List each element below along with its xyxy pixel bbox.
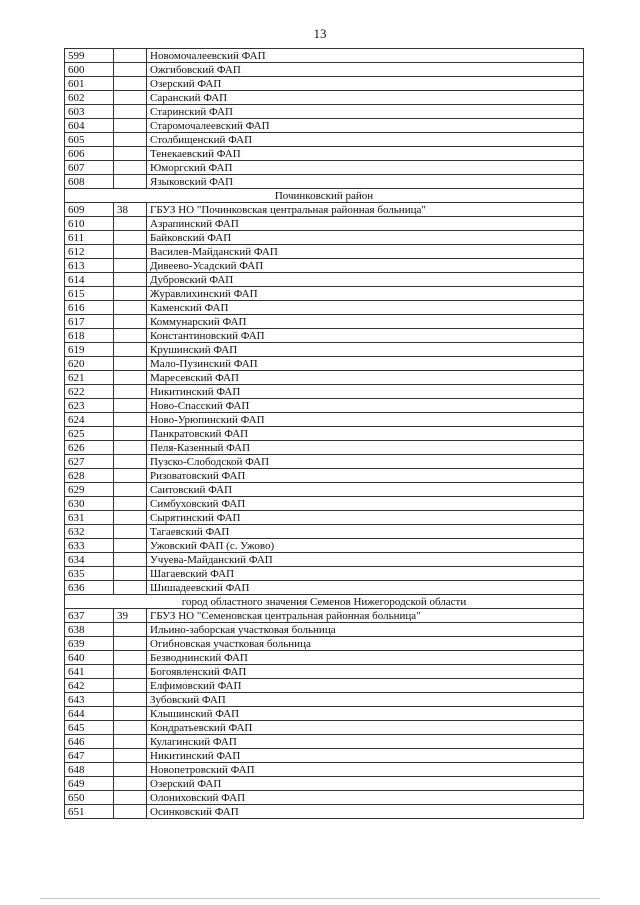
- facility-name-cell: Маресевский ФАП: [147, 371, 584, 385]
- facility-name-cell: Осинковский ФАП: [147, 805, 584, 819]
- row-number-cell: 623: [65, 399, 114, 413]
- facility-name-cell: Кpушинский ФАП: [147, 343, 584, 357]
- institution-code-cell: [114, 301, 147, 315]
- table-row: [65, 329, 584, 343]
- institution-code-cell: [114, 91, 147, 105]
- institution-code-cell: [114, 161, 147, 175]
- row-number-cell: 642: [65, 679, 114, 693]
- institution-code-cell: [114, 581, 147, 595]
- table-row: [65, 161, 584, 175]
- table-row: [65, 483, 584, 497]
- institution-code-cell: [114, 413, 147, 427]
- table-row: [65, 287, 584, 301]
- facility-name-cell: Олониховский ФАП: [147, 791, 584, 805]
- table-row: [65, 301, 584, 315]
- facility-table: [64, 48, 584, 819]
- facility-name-cell: Новопетровский ФАП: [147, 763, 584, 777]
- row-number-cell: 636: [65, 581, 114, 595]
- section-header-row: [65, 595, 584, 609]
- table-row: [65, 413, 584, 427]
- table-row: [65, 539, 584, 553]
- institution-code-cell: [114, 287, 147, 301]
- institution-code-cell: [114, 749, 147, 763]
- institution-code-cell: [114, 343, 147, 357]
- facility-name-cell: Журавлихинский ФАП: [147, 287, 584, 301]
- institution-code-cell: [114, 399, 147, 413]
- institution-code-cell: [114, 315, 147, 329]
- facility-name-cell: Мало-Пузинский ФАП: [147, 357, 584, 371]
- footer-divider: [40, 898, 600, 899]
- institution-code-cell: [114, 105, 147, 119]
- institution-code-cell: [114, 497, 147, 511]
- row-number-cell: 634: [65, 553, 114, 567]
- facility-name-cell: Саранский ФАП: [147, 91, 584, 105]
- facility-name-cell: Азрапинский ФАП: [147, 217, 584, 231]
- facility-name-cell: Дубровский ФАП: [147, 273, 584, 287]
- row-number-cell: 610: [65, 217, 114, 231]
- institution-code-cell: [114, 777, 147, 791]
- facility-name-cell: Дивеево-Усадский ФАП: [147, 259, 584, 273]
- institution-code-cell: [114, 693, 147, 707]
- table-row: [65, 175, 584, 189]
- row-number-cell: 613: [65, 259, 114, 273]
- row-number-cell: 625: [65, 427, 114, 441]
- facility-name-cell: Тагаевский ФАП: [147, 525, 584, 539]
- institution-code-cell: [114, 763, 147, 777]
- facility-name-cell: Новомочалеевский ФАП: [147, 49, 584, 63]
- facility-name-cell: Никитинский ФАП: [147, 749, 584, 763]
- row-number-cell: 635: [65, 567, 114, 581]
- row-number-cell: 607: [65, 161, 114, 175]
- row-number-cell: 622: [65, 385, 114, 399]
- table-row: [65, 385, 584, 399]
- section-title: Починковский район: [65, 189, 584, 203]
- row-number-cell: 602: [65, 91, 114, 105]
- table-row: [65, 273, 584, 287]
- table-row: [65, 133, 584, 147]
- table-row: [65, 763, 584, 777]
- facility-name-cell: Пузско-Слободской ФАП: [147, 455, 584, 469]
- row-number-cell: 614: [65, 273, 114, 287]
- row-number-cell: 631: [65, 511, 114, 525]
- table-row: [65, 343, 584, 357]
- facility-name-cell: ГБУЗ НО "Починковская центральная районная больница": [147, 203, 584, 217]
- table-row: [65, 721, 584, 735]
- table-row: [65, 231, 584, 245]
- row-number-cell: 628: [65, 469, 114, 483]
- row-number-cell: 620: [65, 357, 114, 371]
- facility-name-cell: Зубовский ФАП: [147, 693, 584, 707]
- table-row: [65, 357, 584, 371]
- facility-name-cell: Ильино-заборская участковая больница: [147, 623, 584, 637]
- institution-code-cell: [114, 427, 147, 441]
- table-row: [65, 665, 584, 679]
- row-number-cell: 605: [65, 133, 114, 147]
- table-row: [65, 791, 584, 805]
- table-row: [65, 245, 584, 259]
- table-row: [65, 623, 584, 637]
- table-row: [65, 259, 584, 273]
- institution-code-cell: [114, 665, 147, 679]
- table-row: [65, 581, 584, 595]
- institution-code-cell: [114, 679, 147, 693]
- institution-code-cell: [114, 371, 147, 385]
- table-row: [65, 497, 584, 511]
- table-row: [65, 427, 584, 441]
- table-row: [65, 693, 584, 707]
- facility-name-cell: Безводнинский ФАП: [147, 651, 584, 665]
- institution-code-cell: [114, 273, 147, 287]
- row-number-cell: 651: [65, 805, 114, 819]
- row-number-cell: 648: [65, 763, 114, 777]
- facility-name-cell: Пеля-Казенный ФАП: [147, 441, 584, 455]
- row-number-cell: 638: [65, 623, 114, 637]
- table-row: [65, 203, 584, 217]
- table-row: [65, 399, 584, 413]
- row-number-cell: 629: [65, 483, 114, 497]
- row-number-cell: 633: [65, 539, 114, 553]
- facility-name-cell: Богоявленский ФАП: [147, 665, 584, 679]
- table-row: [65, 63, 584, 77]
- table-row: [65, 315, 584, 329]
- institution-code-cell: [114, 735, 147, 749]
- facility-name-cell: Симбуховский ФАП: [147, 497, 584, 511]
- page-number: 13: [313, 26, 327, 41]
- facility-name-cell: Панкратовский ФАП: [147, 427, 584, 441]
- table-row: [65, 777, 584, 791]
- table-body: [65, 49, 584, 819]
- section-title: город областного значения Семенов Нижегородской области: [65, 595, 584, 609]
- facility-name-cell: Елфимовский ФАП: [147, 679, 584, 693]
- facility-name-cell: Старомочалеевский ФАП: [147, 119, 584, 133]
- facility-name-cell: Столбищенский ФАП: [147, 133, 584, 147]
- facility-name-cell: Кондратьевский ФАП: [147, 721, 584, 735]
- institution-code-cell: [114, 707, 147, 721]
- facility-name-cell: ГБУЗ НО "Семеновская центральная районная больница": [147, 609, 584, 623]
- institution-code-cell: [114, 147, 147, 161]
- institution-code-cell: [114, 623, 147, 637]
- facility-name-cell: Ужовский ФАП (с. Ужово): [147, 539, 584, 553]
- institution-code-cell: [114, 385, 147, 399]
- facility-name-cell: Шагаевский ФАП: [147, 567, 584, 581]
- row-number-cell: 601: [65, 77, 114, 91]
- table-row: [65, 91, 584, 105]
- institution-code-cell: [114, 441, 147, 455]
- institution-code-cell: [114, 805, 147, 819]
- table-row: [65, 679, 584, 693]
- facility-name-cell: Никитинский ФАП: [147, 385, 584, 399]
- institution-code-cell: [114, 133, 147, 147]
- facility-name-cell: Озерский ФАП: [147, 77, 584, 91]
- facility-name-cell: Василев-Майданский ФАП: [147, 245, 584, 259]
- row-number-cell: 646: [65, 735, 114, 749]
- institution-code-cell: [114, 553, 147, 567]
- table-row: [65, 651, 584, 665]
- row-number-cell: 604: [65, 119, 114, 133]
- institution-code-cell: [114, 49, 147, 63]
- institution-code-cell: [114, 637, 147, 651]
- institution-code-cell: [114, 259, 147, 273]
- row-number-cell: 611: [65, 231, 114, 245]
- table-row: [65, 567, 584, 581]
- institution-code-cell: [114, 231, 147, 245]
- institution-code-cell: 38: [114, 203, 147, 217]
- facility-name-cell: Тенекаевский ФАП: [147, 147, 584, 161]
- row-number-cell: 637: [65, 609, 114, 623]
- institution-code-cell: [114, 791, 147, 805]
- institution-code-cell: [114, 525, 147, 539]
- table-row: [65, 609, 584, 623]
- table-row: [65, 805, 584, 819]
- row-number-cell: 621: [65, 371, 114, 385]
- institution-code-cell: [114, 357, 147, 371]
- row-number-cell: 630: [65, 497, 114, 511]
- table-row: [65, 77, 584, 91]
- facility-name-cell: Ново-Спасский ФАП: [147, 399, 584, 413]
- table-row: [65, 469, 584, 483]
- facility-name-cell: Клышинский ФАП: [147, 707, 584, 721]
- institution-code-cell: [114, 721, 147, 735]
- institution-code-cell: [114, 567, 147, 581]
- facility-name-cell: Учуева-Майданский ФАП: [147, 553, 584, 567]
- table-row: [65, 371, 584, 385]
- facility-name-cell: Ризоватовский ФАП: [147, 469, 584, 483]
- facility-name-cell: Саитовский ФАП: [147, 483, 584, 497]
- table-row: [65, 735, 584, 749]
- row-number-cell: 618: [65, 329, 114, 343]
- table-row: [65, 455, 584, 469]
- table-row: [65, 105, 584, 119]
- row-number-cell: 619: [65, 343, 114, 357]
- facility-name-cell: Константиновский ФАП: [147, 329, 584, 343]
- institution-code-cell: [114, 329, 147, 343]
- row-number-cell: 641: [65, 665, 114, 679]
- facility-name-cell: Ожгибовский ФАП: [147, 63, 584, 77]
- row-number-cell: 606: [65, 147, 114, 161]
- facility-name-cell: Сырятинский ФАП: [147, 511, 584, 525]
- row-number-cell: 632: [65, 525, 114, 539]
- row-number-cell: 600: [65, 63, 114, 77]
- table-row: [65, 441, 584, 455]
- row-number-cell: 647: [65, 749, 114, 763]
- table-row: [65, 525, 584, 539]
- table-row: [65, 553, 584, 567]
- facility-name-cell: Каменский ФАП: [147, 301, 584, 315]
- row-number-cell: 616: [65, 301, 114, 315]
- facility-name-cell: Коммунарский ФАП: [147, 315, 584, 329]
- table-row: [65, 147, 584, 161]
- institution-code-cell: [114, 651, 147, 665]
- institution-code-cell: [114, 217, 147, 231]
- facility-name-cell: Старинский ФАП: [147, 105, 584, 119]
- institution-code-cell: [114, 483, 147, 497]
- facility-name-cell: Байковский ФАП: [147, 231, 584, 245]
- facility-name-cell: Кулагинский ФАП: [147, 735, 584, 749]
- row-number-cell: 643: [65, 693, 114, 707]
- table-row: [65, 119, 584, 133]
- facility-name-cell: Шишадеевский ФАП: [147, 581, 584, 595]
- facility-name-cell: Юморгский ФАП: [147, 161, 584, 175]
- facility-name-cell: Озерский ФАП: [147, 777, 584, 791]
- table-row: [65, 749, 584, 763]
- row-number-cell: 626: [65, 441, 114, 455]
- table-row: [65, 637, 584, 651]
- table-row: [65, 511, 584, 525]
- institution-code-cell: [114, 469, 147, 483]
- table-row: [65, 707, 584, 721]
- table-row: [65, 217, 584, 231]
- institution-code-cell: [114, 119, 147, 133]
- institution-code-cell: [114, 511, 147, 525]
- row-number-cell: 640: [65, 651, 114, 665]
- row-number-cell: 649: [65, 777, 114, 791]
- row-number-cell: 609: [65, 203, 114, 217]
- institution-code-cell: 39: [114, 609, 147, 623]
- facility-name-cell: Огибновская участковая больница: [147, 637, 584, 651]
- institution-code-cell: [114, 455, 147, 469]
- institution-code-cell: [114, 539, 147, 553]
- institution-code-cell: [114, 245, 147, 259]
- row-number-cell: 603: [65, 105, 114, 119]
- section-header-row: [65, 189, 584, 203]
- institution-code-cell: [114, 63, 147, 77]
- row-number-cell: 644: [65, 707, 114, 721]
- row-number-cell: 627: [65, 455, 114, 469]
- row-number-cell: 617: [65, 315, 114, 329]
- row-number-cell: 599: [65, 49, 114, 63]
- row-number-cell: 608: [65, 175, 114, 189]
- institution-code-cell: [114, 77, 147, 91]
- row-number-cell: 650: [65, 791, 114, 805]
- table-row: [65, 49, 584, 63]
- institution-code-cell: [114, 175, 147, 189]
- row-number-cell: 624: [65, 413, 114, 427]
- row-number-cell: 645: [65, 721, 114, 735]
- facility-name-cell: Языковский ФАП: [147, 175, 584, 189]
- row-number-cell: 615: [65, 287, 114, 301]
- facility-name-cell: Ново-Урюпинский ФАП: [147, 413, 584, 427]
- row-number-cell: 612: [65, 245, 114, 259]
- row-number-cell: 639: [65, 637, 114, 651]
